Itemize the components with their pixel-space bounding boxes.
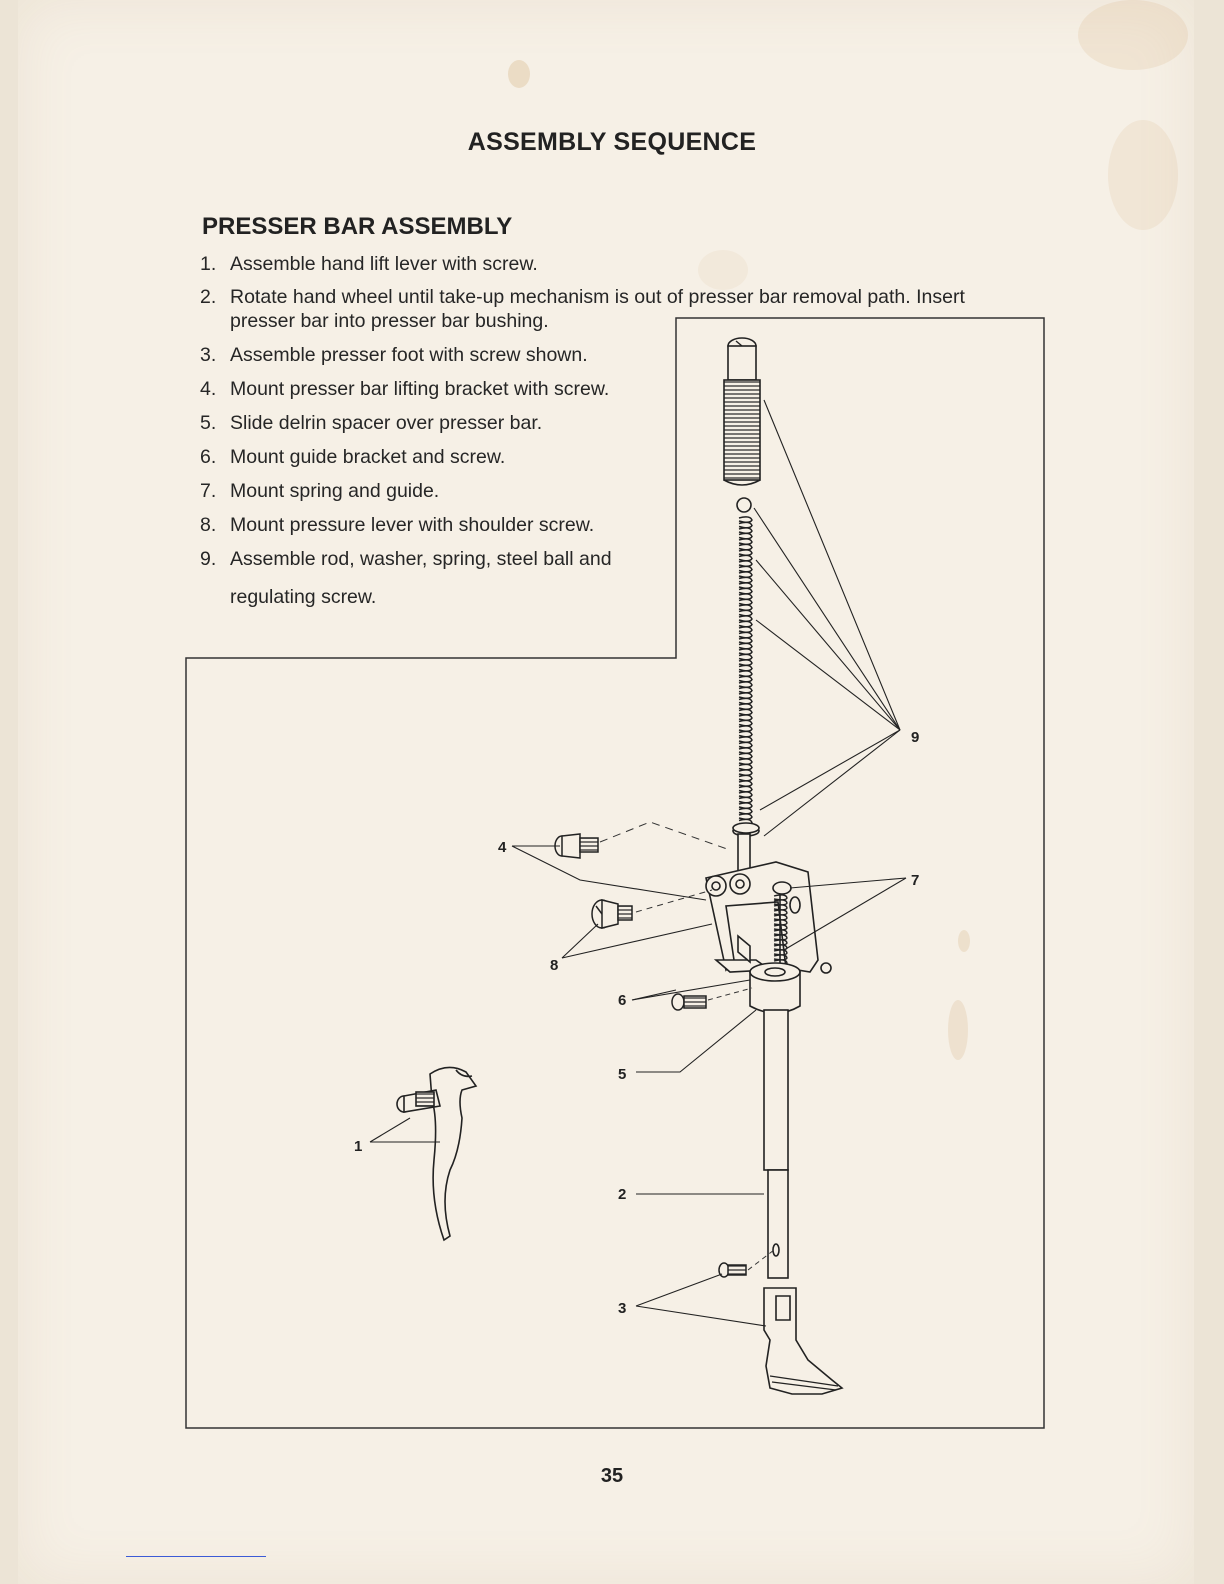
step-text: Assemble presser foot with screw shown. xyxy=(230,344,588,366)
step-text: Slide delrin spacer over presser bar. xyxy=(230,412,543,434)
step-text: Mount presser bar lifting bracket with screw. xyxy=(230,378,610,400)
callout-9: 9 xyxy=(911,729,920,746)
step-text: Assemble hand lift lever with screw. xyxy=(230,253,538,275)
callout-5: 5 xyxy=(618,1066,627,1083)
step-text: Mount guide bracket and screw. xyxy=(230,446,506,468)
delrin-spacer-part xyxy=(750,963,831,1013)
step-number: 5. xyxy=(200,412,217,434)
spring-part xyxy=(739,517,752,825)
step-text: Rotate hand wheel until take-up mechanism is out of presser bar removal path. Insert xyxy=(230,286,965,308)
step-number: 8. xyxy=(200,514,217,536)
steel-ball-part xyxy=(737,498,751,512)
step-number: 1. xyxy=(200,253,217,275)
callout-2: 2 xyxy=(618,1186,627,1203)
callout-8: 8 xyxy=(550,957,559,974)
callout-6: 6 xyxy=(618,992,627,1009)
presser-foot-part xyxy=(764,1288,842,1394)
footer-rule xyxy=(126,1556,266,1557)
callout-1: 1 xyxy=(354,1138,363,1155)
regulating-screw-part xyxy=(724,338,760,485)
lifting-bracket-screw-part xyxy=(555,834,598,858)
presser-bar-part xyxy=(764,1010,788,1278)
presser-foot-screw-part xyxy=(719,1263,746,1277)
guide-bracket-part xyxy=(706,862,818,972)
step-number: 4. xyxy=(200,378,217,400)
callout-4: 4 xyxy=(498,839,507,856)
step-text: Mount pressure lever with shoulder screw. xyxy=(230,514,595,536)
leader-lines xyxy=(370,400,906,1326)
shoulder-screw-part xyxy=(592,900,632,928)
page-number: 35 xyxy=(600,1465,624,1487)
step-number: 9. xyxy=(200,548,217,570)
step-number: 7. xyxy=(200,480,217,502)
step-text: Mount spring and guide. xyxy=(230,480,440,502)
hand-lift-lever-part xyxy=(397,1067,476,1240)
page-title: ASSEMBLY SEQUENCE xyxy=(467,128,757,156)
section-heading: PRESSER BAR ASSEMBLY xyxy=(202,213,513,240)
step-number: 6. xyxy=(200,446,217,468)
callout-3: 3 xyxy=(618,1300,627,1317)
step-text-continued: regulating screw. xyxy=(230,586,377,608)
step-text-continued: presser bar into presser bar bushing. xyxy=(230,310,549,332)
callout-7: 7 xyxy=(911,872,920,889)
guide-bracket-screw-part xyxy=(672,994,706,1010)
step-number: 2. xyxy=(200,286,217,308)
step-number: 3. xyxy=(200,344,217,366)
step-text: Assemble rod, washer, spring, steel ball and xyxy=(230,548,612,570)
